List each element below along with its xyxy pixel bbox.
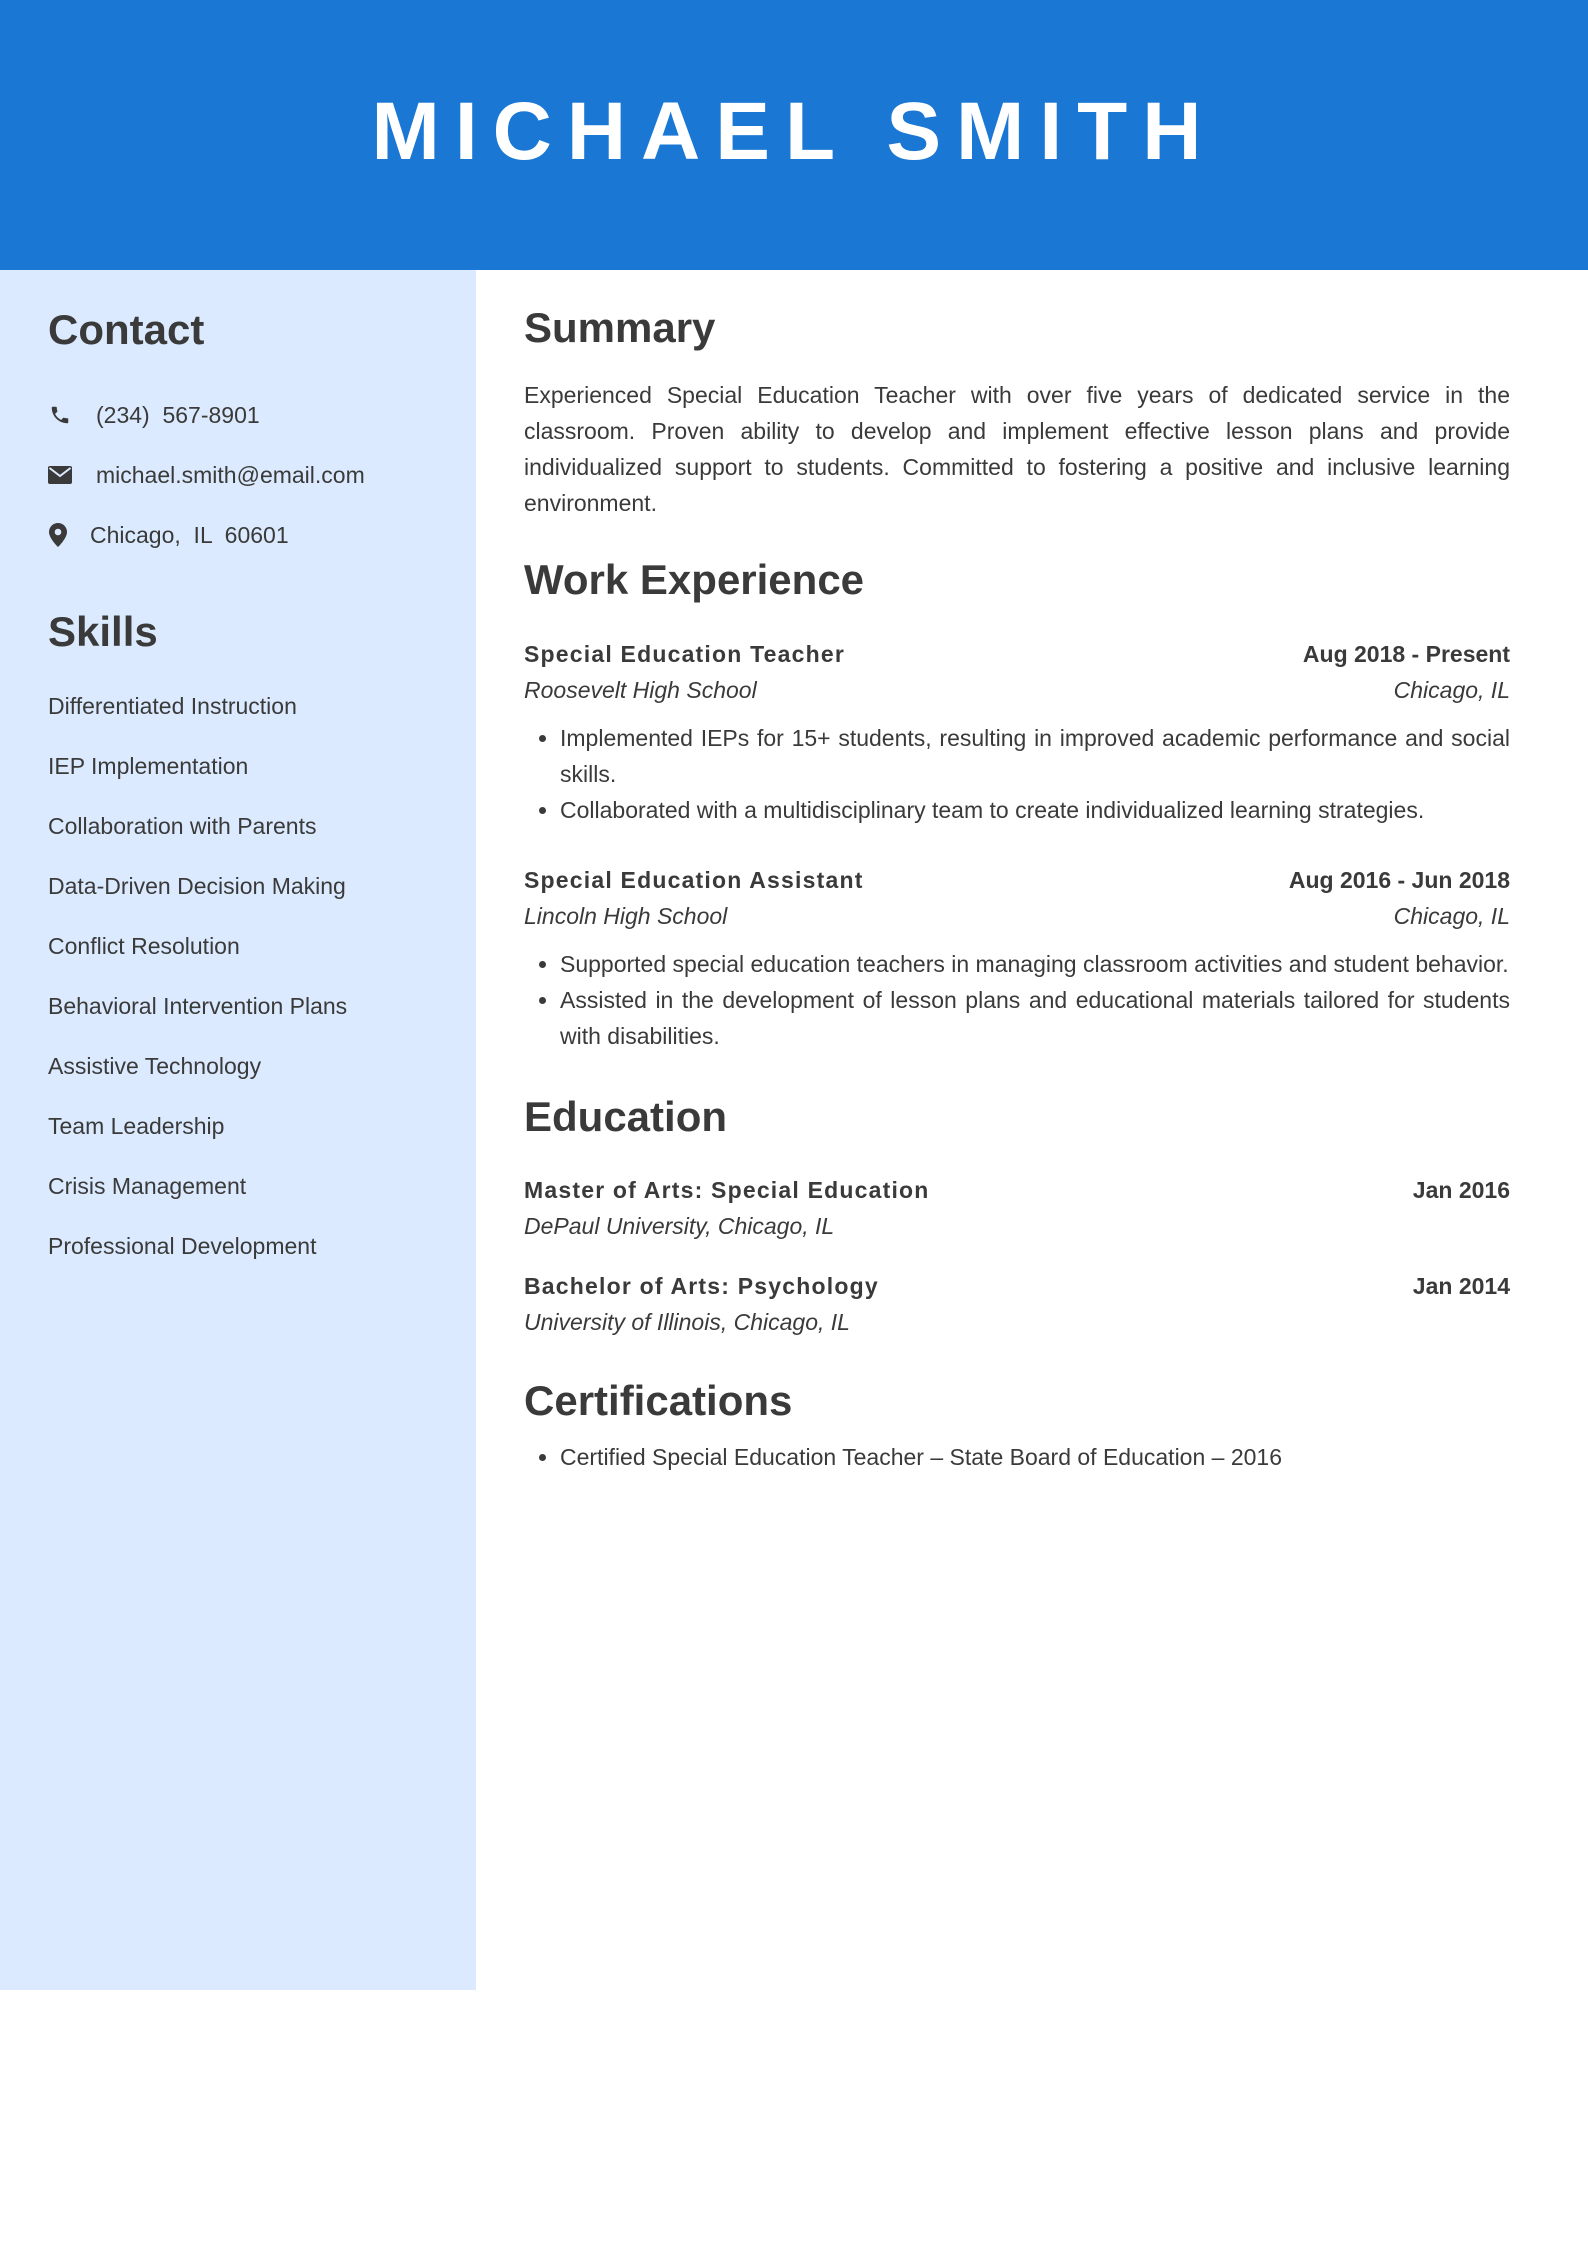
job-bullet: • Implemented IEPs for 15+ students, resulting in improved academic performance and social skills.: [560, 720, 1510, 792]
contact-location: [48, 517, 428, 553]
job-role: Special Education Assistant: [524, 866, 864, 893]
sidebar: [0, 270, 476, 1990]
contact-phone: [48, 397, 428, 433]
job-entry: [524, 862, 1510, 1054]
degree: Bachelor of Arts: Psychology: [524, 1273, 879, 1300]
job-employer: Roosevelt High School: [524, 676, 757, 703]
job-dates: Aug 2016 - Jun 2018: [1288, 866, 1510, 893]
job-employer: Lincoln High School: [524, 902, 728, 929]
skill-list: [48, 688, 428, 1264]
summary-text: Experienced Special Education Teacher with over five years of dedicated service in the classroom. Proven ability to develop and implement effective lesson plans and provide individualized support to students. Committed to fostering a positive and inclusive learning environment.: [524, 382, 1510, 517]
job-entry: [524, 636, 1510, 828]
job-location: Chicago, IL: [1393, 902, 1510, 929]
skill-item: Differentiated Instruction: [48, 692, 297, 719]
skill-item: Conflict Resolution: [48, 932, 240, 959]
skill-item: Team Leadership: [48, 1112, 225, 1139]
job-dates: Aug 2018 - Present: [1302, 640, 1510, 667]
experience-title: Work Experience: [524, 556, 865, 604]
skills-title: Skills: [48, 608, 158, 656]
skill-item: Collaboration with Parents: [48, 812, 317, 839]
phone-icon: [48, 403, 72, 427]
job-role: Special Education Teacher: [524, 640, 846, 667]
skill-item: Behavioral Intervention Plans: [48, 992, 348, 1019]
skill-item: Professional Development: [48, 1232, 317, 1259]
school: DePaul University, Chicago, IL: [524, 1213, 835, 1240]
job-location: Chicago, IL: [1393, 676, 1510, 703]
candidate-name: MICHAEL SMITH: [371, 86, 1217, 177]
skill-item: IEP Implementation: [48, 752, 249, 779]
header-banner: [0, 0, 1588, 270]
certification-item: • Certified Special Education Teacher – State Board of Education – 2016: [560, 1439, 1510, 1475]
job-bullet: • Supported special education teachers in managing classroom activities and student behavior.: [560, 946, 1510, 982]
contact-title: Contact: [48, 306, 205, 353]
job-bullet: • Assisted in the development of lesson plans and educational materials tailored for students with disabilities.: [560, 982, 1510, 1054]
job-bullets: [524, 946, 1510, 1054]
education-entry: [524, 1268, 1510, 1340]
job-bullets: [524, 720, 1510, 828]
skill-item: Crisis Management: [48, 1172, 247, 1199]
phone-text: (234) 567-8901: [96, 401, 260, 428]
education-title: Education: [524, 1092, 728, 1140]
skill-item: Assistive Technology: [48, 1052, 262, 1079]
summary-title: Summary: [524, 304, 716, 351]
degree: Master of Arts: Special Education: [524, 1177, 930, 1204]
envelope-icon: [48, 463, 72, 487]
map-pin-icon: [48, 523, 68, 547]
certification-list: [524, 1439, 1510, 1475]
certifications-title: Certifications: [524, 1377, 793, 1425]
degree-date: Jan 2016: [1412, 1177, 1510, 1204]
location-text: Chicago, IL 60601: [90, 521, 289, 548]
main-content: [524, 270, 1510, 1475]
school: University of Illinois, Chicago, IL: [524, 1309, 850, 1336]
contact-email: [48, 457, 428, 493]
job-bullet: • Collaborated with a multidisciplinary team to create individualized learning strategies.: [560, 792, 1510, 828]
degree-date: Jan 2014: [1412, 1273, 1510, 1300]
email-text: michael.smith@email.com: [96, 461, 365, 488]
skill-item: Data-Driven Decision Making: [48, 872, 346, 899]
education-entry: [524, 1172, 1510, 1244]
contact-list: [48, 397, 428, 553]
